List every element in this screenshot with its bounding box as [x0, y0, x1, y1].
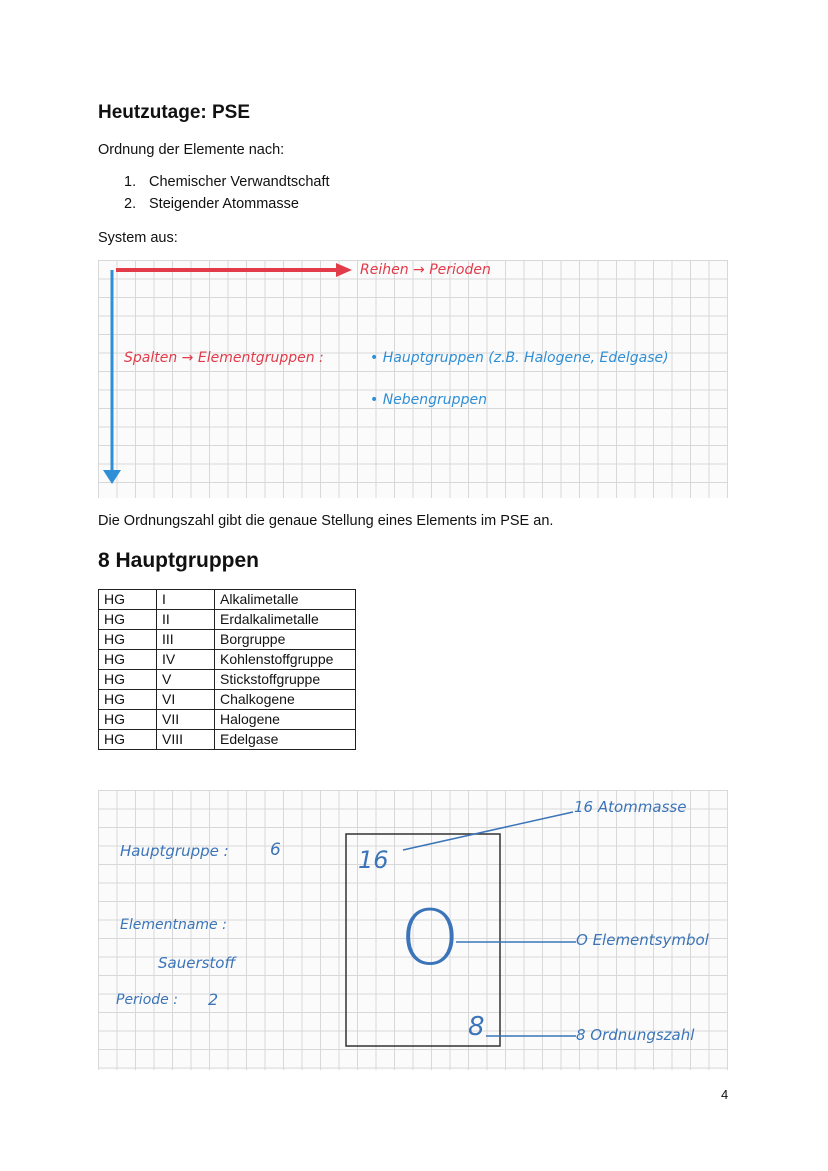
group-name-cell: Alkalimetalle [215, 590, 356, 610]
pse-structure-sketch [98, 260, 728, 498]
group-name-cell: Edelgase [215, 730, 356, 750]
group-name-cell: Halogene [215, 710, 356, 730]
mass-pointer-line [403, 812, 573, 850]
group-numeral-cell: IV [157, 650, 215, 670]
table-row [99, 730, 356, 750]
list-item: 1. Chemischer Verwandtschaft [124, 174, 330, 190]
group-prefix-cell: HG [99, 630, 157, 650]
element-box-sketch [98, 790, 728, 1070]
group-numeral-cell: VII [157, 710, 215, 730]
atomic-number: 8 [468, 1012, 485, 1042]
system-intro: System aus: [98, 230, 178, 246]
element-name-label: Elementname : [120, 917, 227, 933]
main-group-label: Hauptgruppe : [120, 842, 229, 860]
table-row [99, 630, 356, 650]
heading-hauptgruppen: 8 Hauptgruppen [98, 549, 259, 572]
symbol-annotation: O Elementsymbol [576, 931, 709, 949]
main-groups-table [98, 589, 356, 750]
order-list [124, 171, 330, 215]
group-prefix-cell: HG [99, 710, 157, 730]
group-prefix-cell: HG [99, 650, 157, 670]
group-numeral-cell: VI [157, 690, 215, 710]
group-numeral-cell: III [157, 630, 215, 650]
group-prefix-cell: HG [99, 610, 157, 630]
group-prefix-cell: HG [99, 690, 157, 710]
rows-arrow-head [336, 263, 352, 277]
group-numeral-cell: V [157, 670, 215, 690]
period-label: Periode : [116, 992, 178, 1008]
main-groups-label: • Hauptgruppen (z.B. Halogene, Edelgase) [370, 350, 669, 366]
group-name-cell: Erdalkalimetalle [215, 610, 356, 630]
table-row [99, 710, 356, 730]
group-prefix-cell: HG [99, 590, 157, 610]
group-name-cell: Borgruppe [215, 630, 356, 650]
group-numeral-cell: II [157, 610, 215, 630]
rows-label: Reihen → Perioden [360, 262, 491, 278]
heading-pse: Heutzutage: PSE [98, 102, 251, 123]
mass-annotation: 16 Atommasse [574, 798, 687, 816]
table-row [99, 610, 356, 630]
group-name-cell: Kohlenstoffgruppe [215, 650, 356, 670]
list-item: 2. Steigender Atommasse [124, 196, 299, 212]
sub-groups-label: • Nebengruppen [370, 392, 487, 408]
sketch-arrows [98, 260, 728, 498]
group-name-cell: Chalkogene [215, 690, 356, 710]
group-numeral-cell: I [157, 590, 215, 610]
group-prefix-cell: HG [99, 670, 157, 690]
element-symbol: O [400, 893, 460, 982]
columns-label: Spalten → Elementgruppen : [124, 350, 324, 366]
number-annotation: 8 Ordnungszahl [576, 1026, 695, 1044]
columns-arrow-head [103, 470, 121, 484]
main-group-value: 6 [270, 840, 281, 860]
atomic-mass: 16 [358, 846, 389, 874]
group-numeral-cell: VIII [157, 730, 215, 750]
table-row [99, 690, 356, 710]
table-row [99, 590, 356, 610]
ordnungszahl-sentence: Die Ordnungszahl gibt die genaue Stellung eines Elements im PSE an. [98, 513, 554, 529]
group-name-cell: Stickstoffgruppe [215, 670, 356, 690]
group-prefix-cell: HG [99, 730, 157, 750]
page-number: 4 [721, 1087, 729, 1102]
table-row [99, 670, 356, 690]
table-row [99, 650, 356, 670]
element-name-value: Sauerstoff [158, 954, 236, 972]
order-intro: Ordnung der Elemente nach: [98, 142, 285, 158]
period-value: 2 [208, 990, 219, 1009]
